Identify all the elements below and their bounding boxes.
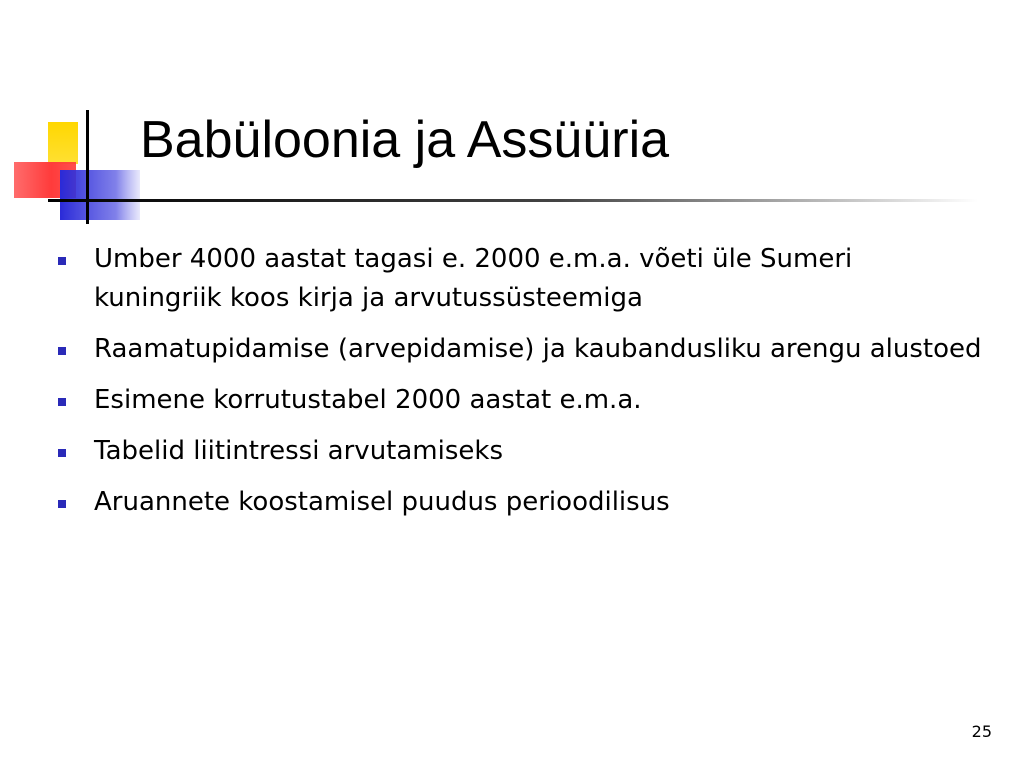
- blue-square: [60, 170, 140, 220]
- bullet-item: [58, 483, 988, 522]
- bullet-item: [58, 240, 988, 318]
- square-bullet-icon: [58, 398, 66, 406]
- page-number: 25: [971, 722, 992, 741]
- bullet-item: [58, 432, 988, 471]
- decorative-squares-logo: [0, 0, 150, 240]
- bullet-text: Tabelid liitintressi arvutamiseks: [94, 436, 503, 466]
- slide-title: Babüloonia ja Assüüria: [140, 111, 670, 169]
- yellow-square: [48, 122, 78, 164]
- bullet-list: [58, 240, 988, 534]
- vertical-line: [86, 110, 89, 224]
- square-bullet-icon: [58, 257, 66, 265]
- bullet-text: Aruannete koostamisel puudus perioodilisus: [94, 487, 670, 517]
- square-bullet-icon: [58, 449, 66, 457]
- bullet-item: [58, 381, 988, 420]
- bullet-item: [58, 330, 988, 369]
- bullet-text: Raamatupidamise (arvepidamise) ja kaubandusliku arengu alustoed: [94, 334, 982, 364]
- title-underline: [48, 199, 978, 202]
- square-bullet-icon: [58, 347, 66, 355]
- bullet-text: Umber 4000 aastat tagasi e. 2000 e.m.a. võeti üle Sumeri kuningriik koos kirja ja arvutussüsteemiga: [94, 244, 853, 313]
- bullet-text: Esimene korrutustabel 2000 aastat e.m.a.: [94, 385, 642, 415]
- square-bullet-icon: [58, 500, 66, 508]
